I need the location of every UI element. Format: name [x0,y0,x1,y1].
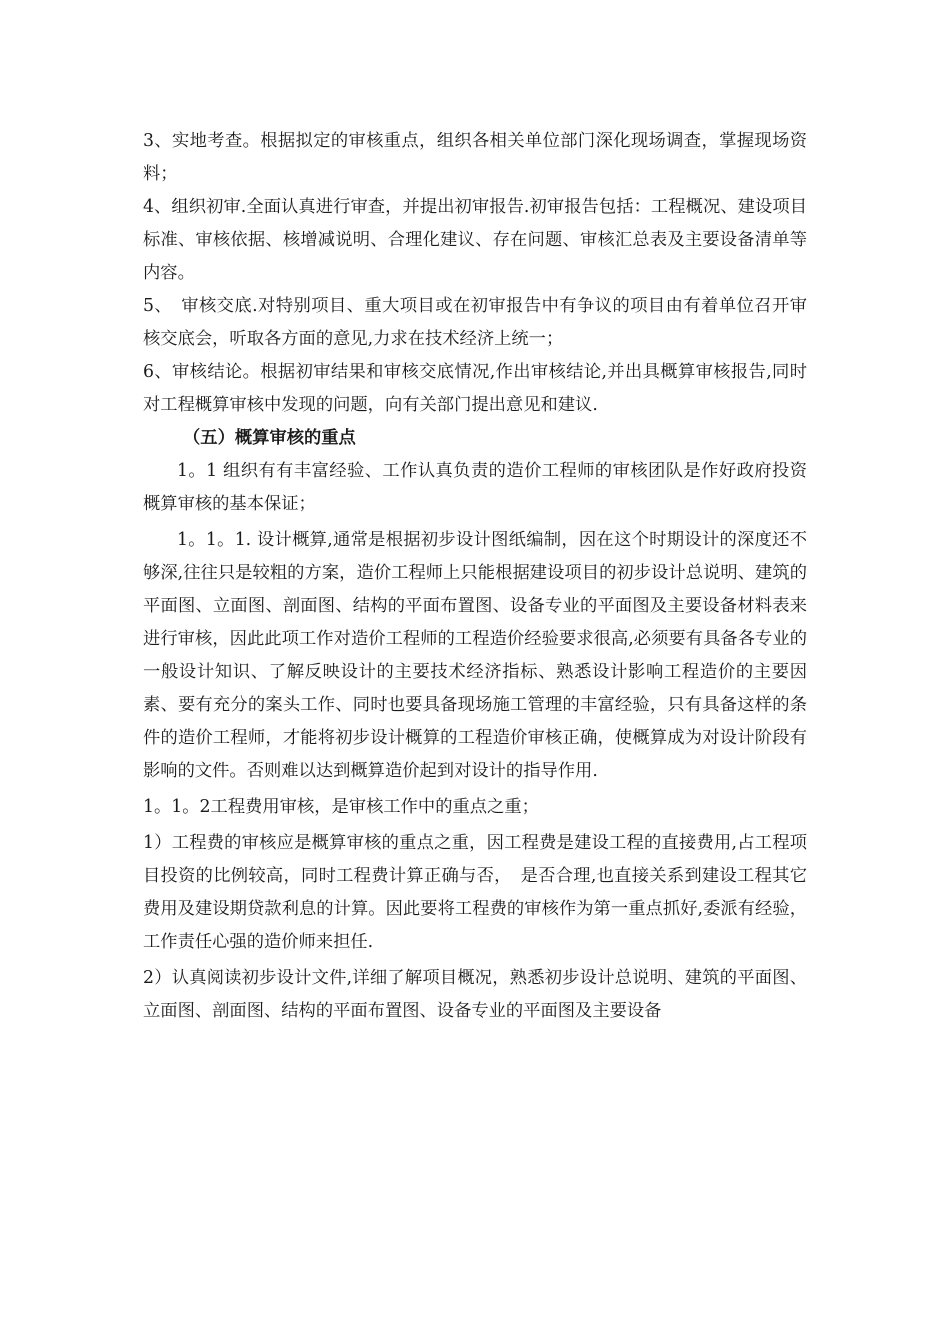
paragraph-site-inspection: 3、实地考查。根据拟定的审核重点，组织各相关单位部门深化现场调查，掌握现场资料； [143,131,807,184]
paragraph-cost-review-heading: 1。1。2工程费用审核，是审核工作中的重点之重； [143,797,539,817]
paragraph-review-briefing: 5、 审核交底.对特别项目、重大项目或在初审报告中有争议的项目由有着单位召开审核交底会，听取各方面的意见,力求在技术经济上统一； [143,296,807,349]
paragraph-review-conclusion: 6、审核结论。根据初审结果和审核交底情况,作出审核结论,并出具概算审核报告,同时对工程概算审核中发现的问题，向有关部门提出意见和建议. [143,362,807,415]
paragraph-preliminary-review: 4、组织初审.全面认真进行审查，并提出初审报告.初审报告包括：工程概况、建设项目标准、审核依据、核增减说明、合理化建议、存在问题、审核汇总表及主要设备清单等内容。 [143,197,807,283]
paragraph-design-estimate: 1。1。1. 设计概算,通常是根据初步设计图纸编制，因在这个时期设计的深度还不够深,往往只是较粗的方案，造价工程师上只能根据建设项目的初步设计总说明、建筑的平面图、立面图、剖面图、结构的平面布置图、设备专业的平面图及主要设备材料表来进行审核，因此此项工作对造价工程师的工程造价经验要求很高,必须要有具备各专业的一般设计知识、了解反映设计的主要技术经济指标、熟悉设计影响工程造价的主要因素、要有充分的案头工作、同时也要具备现场施工管理的丰富经验，只有具备这样的条件的造价工程师，才能将初步设计概算的工程造价审核正确，使概算成为对设计阶段有影响的文件。否则难以达到概算造价起到对设计的指导作用. [143,530,807,781]
paragraph-review-team: 1。1 组织有有丰富经验、工作认真负责的造价工程师的审核团队是作好政府投资概算审核的基本保证； [143,461,807,514]
section-heading: （五）概算审核的重点 [183,428,356,448]
document-body [143,125,807,1028]
paragraph-engineering-cost: 1）工程费的审核应是概算审核的重点之重，因工程费是建设工程的直接费用,占工程项目投资的比例较高，同时工程费计算正确与否， 是否合理,也直接关系到建设工程其它费用及建设期贷款利息的计算。因此要将工程费的审核作为第一重点抓好,委派有经验，工作责任心强的造价师来担任. [143,833,807,952]
paragraph-read-design-docs: 2）认真阅读初步设计文件,详细了解项目概况，熟悉初步设计总说明、建筑的平面图、立面图、剖面图、结构的平面布置图、设备专业的平面图及主要设备 [143,968,807,1021]
